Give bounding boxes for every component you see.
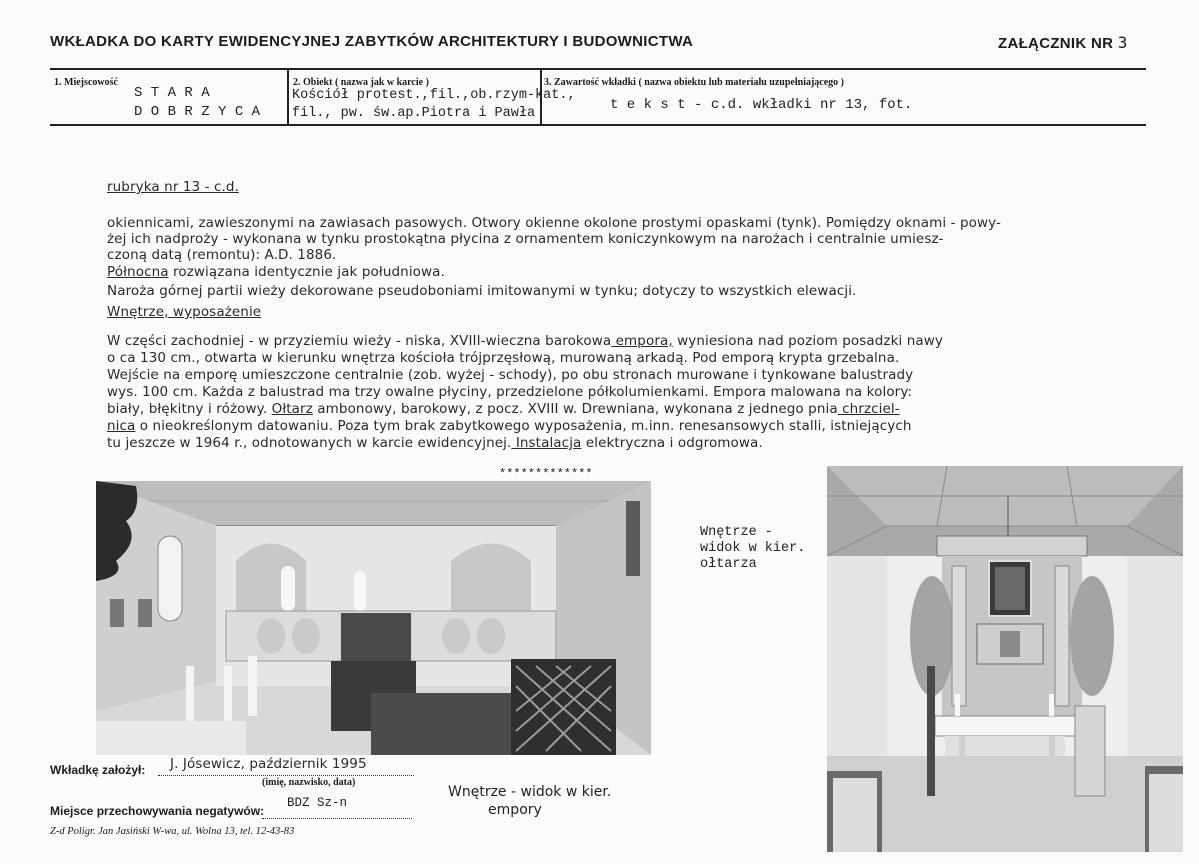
negatives-value: BDZ Sz-n [287, 796, 348, 810]
photo-interior-toward-gallery [96, 481, 651, 755]
term-chrzcielnica-2: nica [107, 418, 136, 434]
founded-by-line [158, 756, 414, 776]
negatives-label: Miejsce przechowywania negatywów: [50, 804, 265, 818]
annex-number: 3 [1117, 33, 1128, 52]
interior-line-7 [107, 435, 763, 451]
term-empora: empora, [611, 333, 673, 349]
object-line-2: fil., pw. św.ap.Piotra i Pawła [292, 106, 536, 121]
location-line-2: D O B R Z Y C A [134, 104, 261, 120]
interior-line-1-text: W części zachodniej - w przyziemiu wieży - niska, XVIII-wieczna barokowa [107, 333, 612, 349]
interior-line-4: wys. 100 cm. Każda z balustrad ma trzy owalne płyciny, przedzielone półkolumienkami. Empora malowana na kolory: [107, 384, 913, 400]
paragraph-1-line-1: okiennicami, zawieszonymi na zawiasach pasowych. Otwory okienne okolone prostymi opaskami (tynk). Pomiędzy oknami - powy- [107, 215, 1001, 231]
section-heading-interior: Wnętrze, wyposażenie [107, 304, 262, 320]
term-instalacja: Instalacja [511, 435, 582, 451]
header-title: WKŁADKA DO KARTY EWIDENCYJNEJ ZABYTKÓW ARCHITEKTURY I BUDOWNICTWA [50, 33, 694, 50]
annex-label-text: ZAŁĄCZNIK NR [998, 35, 1114, 52]
founded-by-label: Wkładkę założył: [50, 763, 146, 777]
section-heading-rubryka: rubryka nr 13 - c.d. [107, 179, 239, 195]
header-divider-1 [287, 68, 289, 126]
object-line-1: Kościół protest.,fil.,ob.rzym-kat., [292, 88, 576, 103]
interior-line-5-text: biały, błękitny i różowy. [107, 401, 268, 417]
interior-line-6-text: o nieokreślonym datowaniu. Poza tym brak zabytkowego wyposażenia, m.inn. renesansowych stalli, istniejących [135, 418, 912, 434]
caption-gallery-photo: Wnętrze - widok w kier. empory [448, 784, 612, 818]
founded-by-value: J. Jósewicz, październik 1995 [170, 756, 367, 772]
interior-line-1-end: wyniesiona nad poziom posadzki nawy [672, 333, 944, 349]
paragraph-1-line-3: czoną datą (remontu): A.D. 1886. [107, 247, 337, 263]
annex-label [998, 33, 1128, 52]
interior-line-7-text: tu jeszcze w 1964 r., odnotowanych w karcie ewidencyjnej. [107, 435, 512, 451]
paragraph-1-line-2: żej ich nadproży - wykonana w tynku prostokątna płycina z ornamentem koniczynkowym na narożach i centralnie umiesz- [107, 231, 944, 247]
object-label: 2. Obiekt ( nazwa jak w karcie ) [293, 77, 429, 88]
caption-altar-photo: Wnętrze - widok w kier. ołtarza [700, 525, 806, 572]
north-elevation-line [107, 264, 445, 280]
north-text: rozwiązana identycznie jak południowa. [168, 264, 445, 280]
interior-line-5-mid: ambonowy, barokowy, z pocz. XVIII w. Drewniana, wykonana z jednego pnia [312, 401, 838, 417]
contents-value: t e k s t - c.d. wkładki nr 13, fot. [610, 97, 913, 113]
interior-line-1 [107, 333, 943, 349]
printer-imprint: Z-d Poligr. Jan Jasiński W-wa, ul. Wolna 13, tel. 12-43-83 [50, 826, 295, 837]
interior-line-2: o ca 130 cm., otwarta w kierunku wnętrza kościoła trójprzęsłową, murowaną arkadą. Pod emporą krypta grzebalna. [107, 350, 900, 366]
term-oltarz: Ołtarz [271, 401, 313, 417]
photo-interior-toward-altar [827, 466, 1183, 852]
location-line-1: S T A R A [134, 85, 210, 101]
location-label: 1. Miejscowość [54, 77, 118, 88]
term-chrzcielnica-1: chrzciel- [837, 401, 900, 417]
header-rule-bottom [50, 124, 1146, 126]
paragraph-2: Naroża górnej partii wieży dekorowane pseudoboniami imitowanymi w tynku; dotyczy to wszystkich elewacji. [107, 283, 857, 299]
interior-line-6 [107, 418, 912, 434]
contents-label: 3. Zawartość wkładki ( nazwa obiektu lub materiału uzupełniającego ) [544, 77, 845, 88]
interior-line-3: Wejście na emporę umieszczone centralnie (zob. wyżej - schody), po obu stronach murowane i tynkowane balustrady [107, 367, 914, 383]
founded-by-hint: (imię, nazwisko, data) [262, 777, 356, 788]
separator-stars: ************* [499, 467, 593, 481]
header-rule-top [50, 68, 1146, 70]
north-label: Północna [107, 264, 169, 280]
interior-line-7-end: elektryczna i odgromowa. [581, 435, 763, 451]
interior-line-5 [107, 401, 900, 417]
